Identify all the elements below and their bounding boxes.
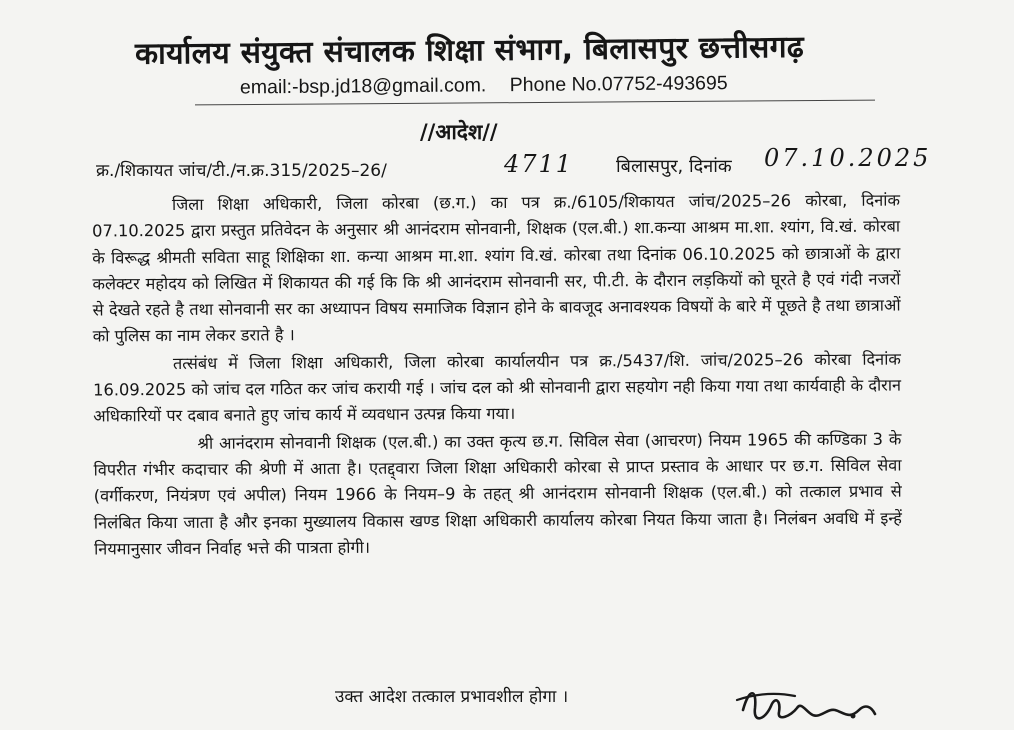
reference-number: क्र./शिकायत जांच/टी./न.क्र.315/2025–26/ [96, 161, 387, 181]
paragraph-complaint: जिला शिक्षा अधिकारी, जिला कोरबा (छ.ग.) का पत्र क्र./6105/शिकायत जांच/2025–26 कोरबा, दिनांक 07.10.2025 द्वारा प्रस्तुत प्रतिवेदन के अनुसार श्री आनंदराम सोनवानी, शिक्षक (एल.बी.) शा.कन्या आश्रम मा.शा. श्यांग, वि.खं. कोरबा के विरूद्ध श्रीमती सविता साहू शिक्षिका शा. कन्या आश्रम मा.शा. श्यांग वि.खं. कोरबा तथा दिनांक 06.10.2025 को छात्राओं के द्वारा कलेक्टर महोदय को लिखित में शिकायत की गई कि कि श्री आनंदराम सोनवानी सर, पी.टी. के दौरान लड़कियों को घूरते है एवं गंदी नजरों से देखते रहते है तथा सोनवानी सर का अध्यापन विषय समाजिक विज्ञान होने के बावजूद अनावश्यक विषयों के बारे में पूछते है तथा छात्राओं को पुलिस का नाम लेकर डराते है । [92, 190, 901, 346]
header-divider [195, 100, 875, 106]
order-heading: //आदेश// [420, 120, 498, 144]
paragraph-inquiry: तत्संबंध में जिला शिक्षा अधिकारी, जिला कोरबा कार्यालयीन पत्र क्र./5437/शि. जांच/2025–26 कोरबा दिनांक 16.09.2025 को जांच दल गठित कर जांच करायी गई । जांच दल को श्री सोनवानी द्वारा सहयोग नही किया गया तथा कार्यवाही के दौरान अधिकारियों पर दबाव बनाते हुए जांच कार्य में व्यवधान उत्पन्न किया गया। [93, 349, 902, 426]
handwritten-date: 07.10.2025 [764, 144, 932, 172]
signature-image [735, 680, 885, 730]
order-body [92, 188, 902, 564]
phone-text: Phone No.07752-493695 [509, 72, 728, 97]
place-date-label: बिलासपुर, दिनांक [616, 156, 732, 177]
office-title: कार्यालय संयुक्त संचालक शिक्षा संभाग, बिलासपुर छत्तीसगढ़ [134, 29, 805, 72]
contact-line [240, 72, 800, 100]
reference-line [96, 144, 946, 186]
paragraph-suspension: श्री आनंदराम सोनवानी शिक्षक (एल.बी.) का उक्त कृत्य छ.ग. सिविल सेवा (आचरण) नियम 1965 की कण्डिका 3 के विपरीत गंभीर कदाचार की श्रेणी में आता है। एतद्द्वारा जिला शिक्षा अधिकारी कोरबा से प्राप्त प्रस्ताव के आधार पर छ.ग. सिविल सेवा (वर्गीकरण, नियंत्रण एवं अपील) नियम 1966 के नियम–9 के तहत् श्री आनंदराम सोनवानी शिक्षक (एल.बी.) को तत्काल प्रभाव से निलंबित किया जाता है और इनका मुख्यालय विकास खण्ड शिक्षा अधिकारी कार्यालय कोरबा नियत किया जाता है। निलंबन अवधि में इन्हें नियमानुसार जीवन निर्वाह भत्ते की पात्रता होगी। [93, 429, 902, 559]
handwritten-dispatch-number: 4711 [504, 150, 574, 178]
effective-line: उक्त आदेश तत्काल प्रभावशील होगा । [335, 687, 569, 707]
email-text: email:-bsp.jd18@gmail.com. [239, 74, 487, 99]
